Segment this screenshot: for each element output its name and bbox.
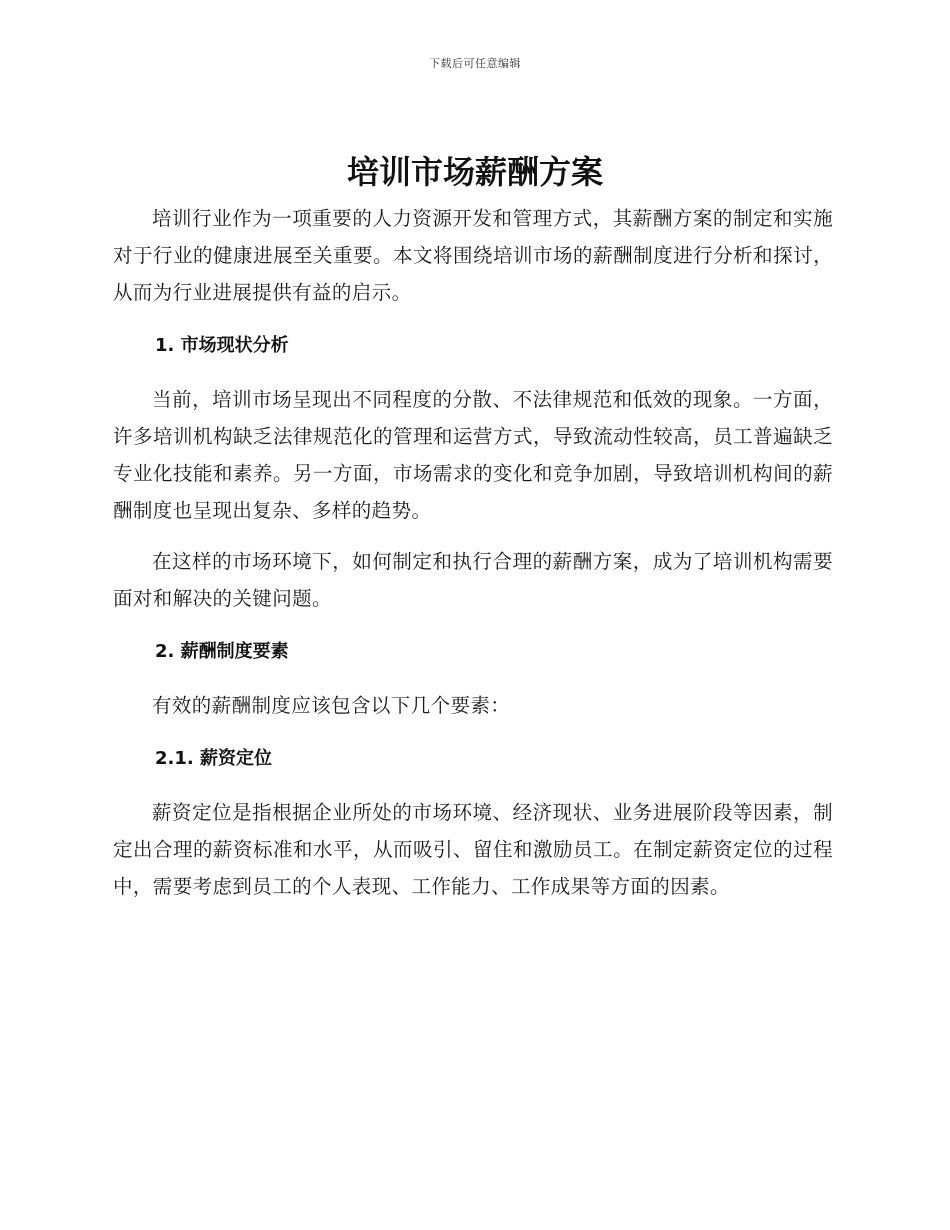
section-2-1-paragraph-1: 薪资定位是指根据企业所处的市场环境、经济现状、业务进展阶段等因素，制定出合理的薪资标准和水平，从而吸引、留住和激励员工。在制定薪资定位的过程中，需要考虑到员工的个人表现、工作能力、工作成果等方面的因素。 xyxy=(113,801,833,898)
document-body xyxy=(113,200,833,919)
section-2-1-heading: 2.1. 薪资定位 xyxy=(155,748,272,769)
section-2-heading: 2. 薪酬制度要素 xyxy=(155,641,289,662)
section-1-paragraph-2: 在这样的市场环境下，如何制定和执行合理的薪酬方案，成为了培训机构需要面对和解决的关键问题。 xyxy=(113,550,833,610)
document-title: 培训市场薪酬方案 xyxy=(346,153,603,191)
section-2-paragraph-1: 有效的薪酬制度应该包含以下几个要素： xyxy=(152,694,511,717)
page-header-note: 下载后可任意编辑 xyxy=(429,57,521,70)
section-1-heading: 1. 市场现状分析 xyxy=(155,335,289,356)
section-1-paragraph-1: 当前，培训市场呈现出不同程度的分散、不法律规范和低效的现象。一方面，许多培训机构缺乏法律规范化的管理和运营方式，导致流动性较高，员工普遍缺乏专业化技能和素养。另一方面，市场需求的变化和竞争加剧，导致培训机构间的薪酬制度也呈现出复杂、多样的趋势。 xyxy=(113,388,833,522)
intro-paragraph: 培训行业作为一项重要的人力资源开发和管理方式，其薪酬方案的制定和实施对于行业的健康进展至关重要。本文将围绕培训市场的薪酬制度进行分析和探讨，从而为行业进展提供有益的启示。 xyxy=(113,207,833,304)
